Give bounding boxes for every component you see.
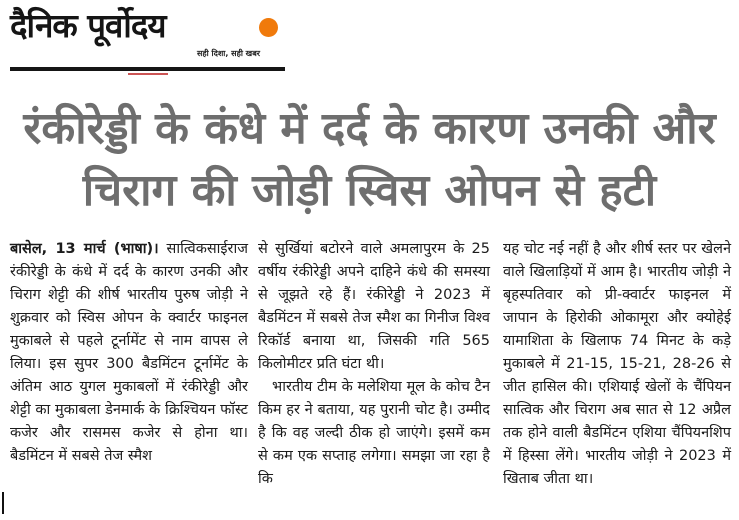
masthead [10,4,285,74]
headline-line-1: रंकीरेड्डी के कंधे में दर्द के कारण उनकी और [23,103,716,154]
column-1-text: सात्विकसाईराज रंकीरेड्डी के कंधे में दर्द के कारण उनकी और चिराग शेट्टी की शीर्ष भारतीय पुरुष जोड़ी ने शुक्रवार को स्विस ओपन के क्वार्टर फाइनल मुकाबले से पहले टूर्नामेंट से नाम वापस ले लिया। इस सुपर 300 बैडमिंटन टूर्नामेंट के अंतिम आठ युगल मुकाबलों में रंकीरेड्डी और शेट्टी का मुकाबला डेनमार्क के क्रिश्चियन फॉस्ट कजेर और रासमस कजेर से होना था। बैडमिंटन में सबसे तेज स्मैश [10,241,248,464]
masthead-rule [10,67,285,71]
column-2-paragraph-2: भारतीय टीम के मलेशिया मूल के कोच टैन किम हर ने बताया, यह पुरानी चोट है। उम्मीद है कि वह जल्दी ठीक हो जाएंगे। इसमें कम से कम एक सप्ताह लगेगा। समझा जा रहा है कि [258,379,490,487]
masthead-subrule [128,73,168,75]
article-column-3 [503,238,731,491]
newspaper-logo: दैनिक पूर्वोदय [10,6,166,45]
tagline: सही दिशा, सही खबर [197,49,261,58]
dateline: बासेल, 13 मार्च (भाषा)। [10,241,159,257]
headline-line-2: चिराग की जोड़ी स्विस ओपन से हटी [82,165,657,216]
logo-sun-icon [259,18,278,37]
column-3-paragraph: यह चोट नई नहीं है और शीर्ष स्तर पर खेलने वाले खिलाड़ियों में आम है। भारतीय जोड़ी ने बृहस्पतिवार को प्री-क्वार्टर फाइनल में जापान के हिरोकी ओकामूरा और क्योहेई यामाशिता के खिलाफ 74 मिनट के कड़े मुकाबले में 21-15, 15-21, 28-26 से जीत हासिल की। एशियाई खेलों के चैंपियन सात्विक और चिराग अब सात से 12 अप्रैल तक होने वाली बैडमिंटन एशिया चैंपियनशिप में हिस्सा लेंगे। भारतीय जोड़ी ने 2023 में खिताब जीता था। [503,241,731,487]
column-2-paragraph-1: से सुर्खियां बटोरने वाले अमलापुरम के 25 वर्षीय रंकीरेड्डी अपने दाहिने कंधे की समस्या से जूझते रहे हैं। रंकीरेड्डी ने 2023 में बैडमिंटन में सबसे तेज स्मैश का गिनीज विश्व रिकॉर्ड बनाया था, जिसकी गति 565 किलोमीटर प्रति घंटा थी। [258,241,490,372]
article-column-1 [10,238,248,468]
article-column-2 [258,238,490,491]
crop-mark [2,492,4,514]
article-paragraph [10,238,248,468]
